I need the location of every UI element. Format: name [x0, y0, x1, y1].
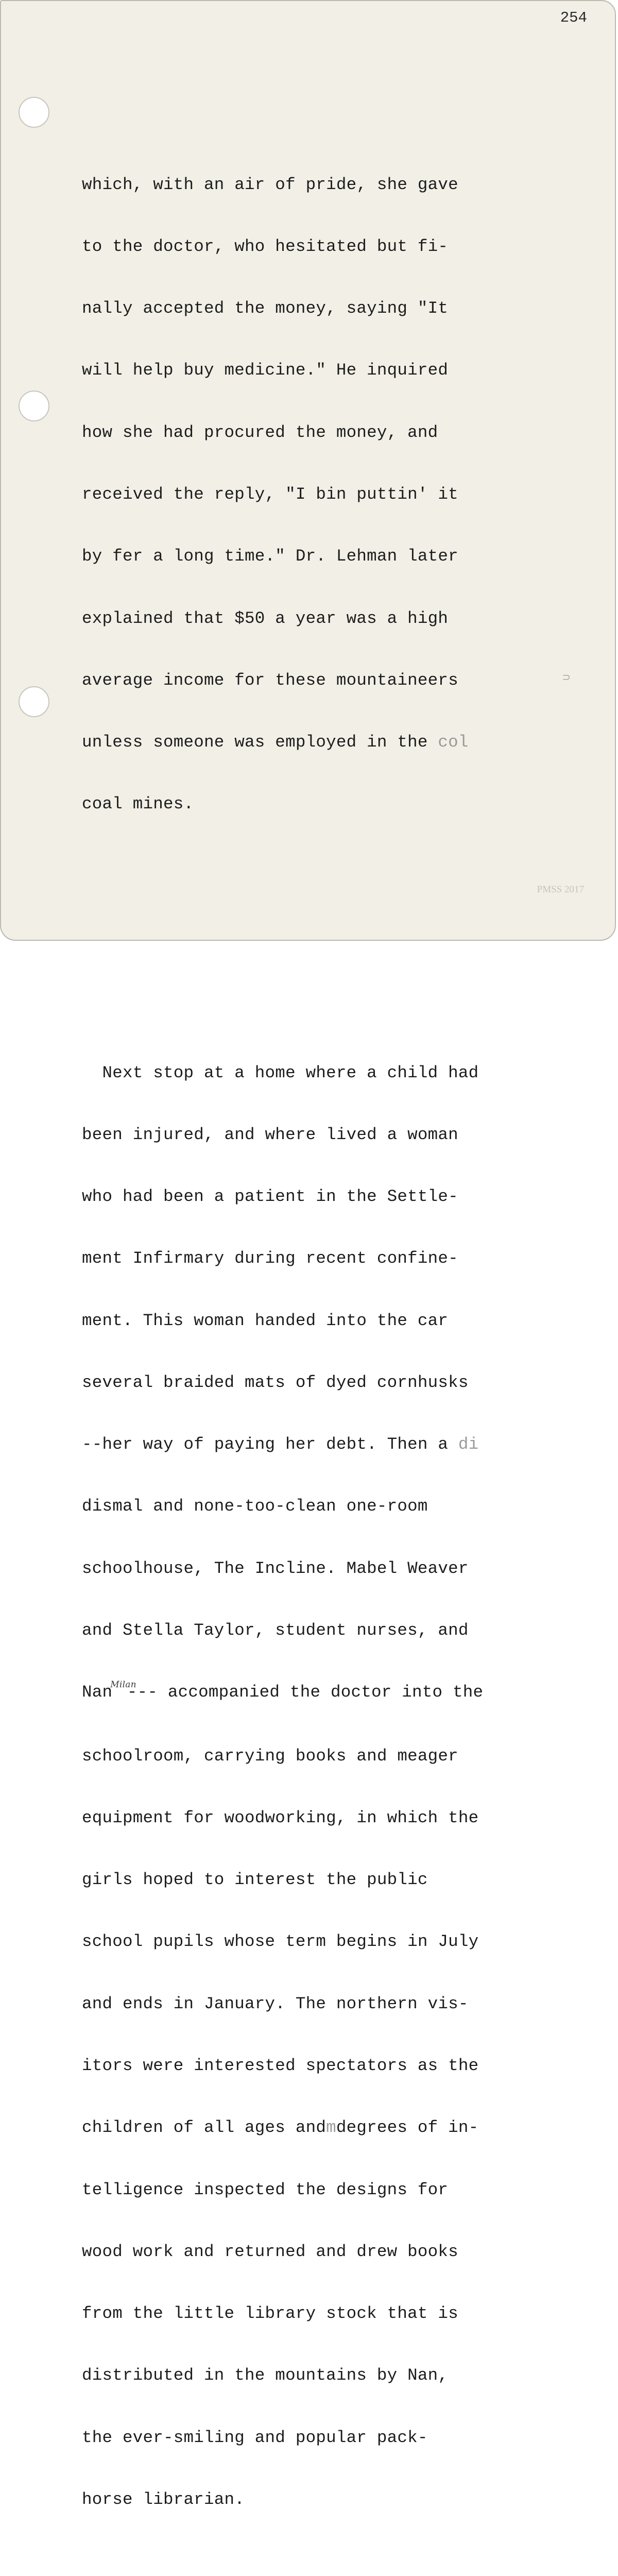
text-line: itors were interested spectators as the — [82, 2056, 479, 2075]
text-line: schoolhouse, The Incline. Mabel Weaver — [82, 1558, 469, 1578]
text-line: horse librarian. — [82, 2489, 245, 2509]
text-line: Next stop at a home where a child had — [82, 1063, 479, 1082]
stray-mark: ⊃ — [562, 671, 571, 683]
text-line: received the reply, "I bin puttin' it — [82, 484, 458, 504]
typed-text-body — [82, 50, 597, 2576]
binder-hole-bottom — [19, 686, 49, 717]
text-line: ment Infirmary during recent confine- — [82, 1249, 458, 1268]
handwritten-insertion: Milan — [110, 1680, 136, 1690]
text-line: by fer a long time." Dr. Lehman later — [82, 547, 458, 566]
text-line: nally accepted the money, saying "It — [82, 299, 449, 318]
text-line: the ever-smiling and popular pack- — [82, 2428, 428, 2447]
binder-hole-top — [19, 97, 49, 128]
struck-text: di — [458, 1435, 479, 1454]
text-line: school pupils whose term begins in July — [82, 1932, 479, 1952]
page-number: 254 — [560, 9, 587, 26]
struck-text: col — [438, 733, 469, 752]
text-line: to the doctor, who hesitated but fi- — [82, 236, 449, 256]
binder-hole-middle — [19, 391, 49, 421]
paragraph-2 — [82, 1021, 597, 2551]
text-line: and Stella Taylor, student nurses, and — [82, 1621, 469, 1640]
text-line: average income for these mountaineers — [82, 670, 458, 690]
text-line — [82, 1434, 597, 1455]
text-segment: children of all ages and — [82, 2118, 327, 2138]
text-segment: --- accompanied the doctor into the — [127, 1683, 484, 1702]
text-line: from the little library stock that is — [82, 2304, 458, 2324]
text-line — [82, 1682, 597, 1704]
text-line: wood work and returned and drew books — [82, 2242, 458, 2261]
text-line: which, with an air of pride, she gave — [82, 175, 458, 194]
text-line: who had been a patient in the Settle- — [82, 1187, 458, 1207]
text-line — [82, 2117, 597, 2138]
text-line — [82, 732, 597, 753]
text-segment: --her way of paying her debt. Then a — [82, 1435, 458, 1454]
text-segment: degrees of in- — [336, 2118, 479, 2138]
text-line: coal mines. — [82, 794, 194, 814]
text-line: been injured, and where lived a woman — [82, 1125, 458, 1144]
archive-watermark: PMSS 2017 — [537, 884, 584, 895]
text-line: equipment for woodworking, in which the — [82, 1808, 479, 1827]
paragraph-1 — [82, 133, 597, 856]
text-line: telligence inspected the designs for — [82, 2180, 449, 2199]
text-line: distributed in the mountains by Nan, — [82, 2366, 449, 2385]
paragraph-spacer — [82, 918, 597, 939]
text-segment: Nan — [82, 1683, 113, 1702]
text-line: and ends in January. The northern vis- — [82, 1994, 469, 2013]
text-segment: unless someone was employed in the — [82, 733, 438, 752]
text-line: several braided mats of dyed cornhusks — [82, 1372, 469, 1392]
text-line: girls hoped to interest the public — [82, 1870, 428, 1890]
struck-text: m — [326, 2118, 336, 2138]
text-line: explained that $50 a year was a high — [82, 608, 449, 628]
text-line: how she had procured the money, and — [82, 422, 438, 442]
text-line: dismal and none-too-clean one-room — [82, 1497, 428, 1516]
text-line: schoolroom, carrying books and meager — [82, 1746, 458, 1766]
text-line: ment. This woman handed into the car — [82, 1311, 449, 1330]
text-line: will help buy medicine." He inquired — [82, 361, 449, 380]
